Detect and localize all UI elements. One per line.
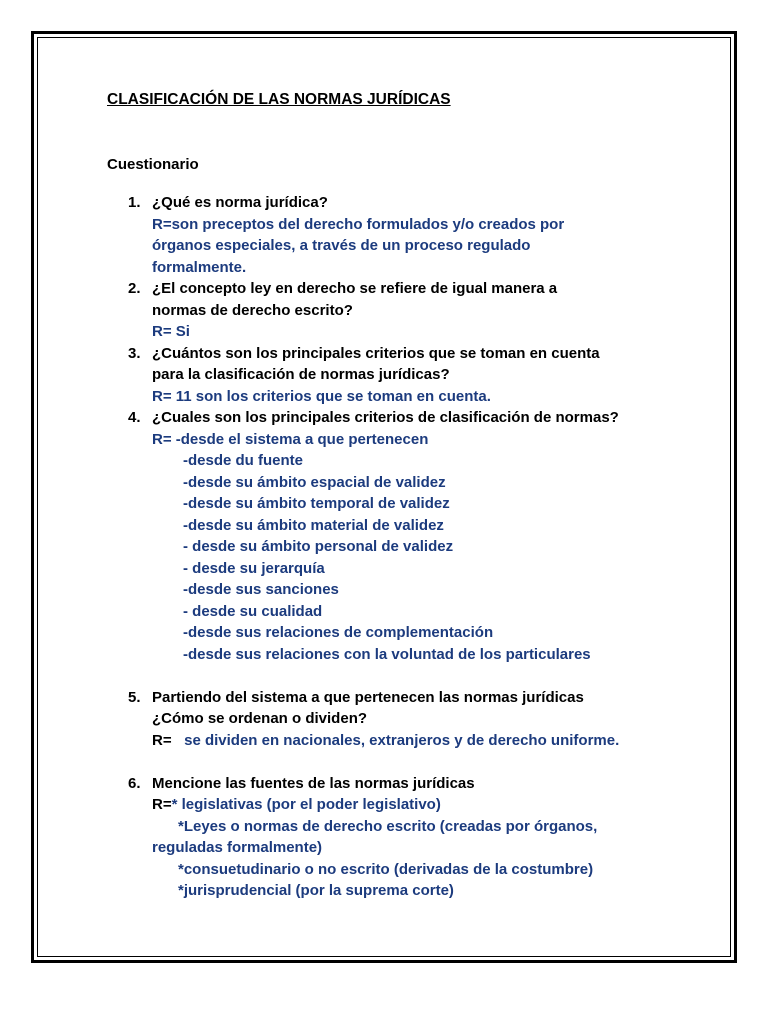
answer-list-item: *jurisprudencial (por la suprema corte) xyxy=(178,882,454,899)
answer-text: formalmente. xyxy=(152,258,247,276)
answer-text: órganos especiales, a través de un proceso regulado xyxy=(152,237,531,254)
question-number: 4. xyxy=(128,409,141,426)
answer-line xyxy=(152,794,690,816)
question-item xyxy=(110,687,690,752)
question-text: Partiendo del sistema a que pertenecen las normas jurídicas xyxy=(152,688,584,706)
question-item xyxy=(110,773,690,902)
question-item xyxy=(110,407,690,665)
question-text: ¿Cuales son los principales criterios de clasificación de normas? xyxy=(152,409,619,426)
answer-prefix: R= xyxy=(152,796,172,813)
question-text: ¿El concepto ley en derecho se refiere de igual manera a xyxy=(152,280,558,297)
question-number: 6. xyxy=(128,774,141,792)
question-number: 1. xyxy=(128,194,141,211)
section-heading: Cuestionario xyxy=(107,156,199,173)
question-text: ¿Qué es norma jurídica? xyxy=(152,194,328,211)
answer-list-item: -desde sus relaciones con la voluntad de los particulares xyxy=(183,645,591,663)
question-item xyxy=(110,343,690,408)
answer-list-item: - desde su jerarquía xyxy=(183,559,325,577)
answer-text: se dividen en nacionales, extranjeros y de derecho uniforme. xyxy=(184,731,620,749)
answer-list-item: - desde su ámbito personal de validez xyxy=(183,538,454,555)
answer-text: R= -desde el sistema a que pertenecen xyxy=(152,430,429,448)
answer-prefix: R= xyxy=(152,731,172,749)
answer-list-item: *consuetudinario o no escrito (derivadas de la costumbre) xyxy=(178,860,594,878)
answer-list-item: -desde su ámbito espacial de validez xyxy=(183,473,446,491)
question-text: ¿Cómo se ordenan o dividen? xyxy=(152,710,368,727)
answer-text: * legislativas (por el poder legislativo) xyxy=(171,796,441,813)
question-text: Mencione las fuentes de las normas jurídicas xyxy=(152,774,475,792)
question-number: 2. xyxy=(128,280,141,297)
answer-list-item: *Leyes o normas de derecho escrito (creadas por órganos, xyxy=(178,817,598,835)
answer-list-item: -desde su ámbito temporal de validez xyxy=(183,495,450,512)
question-item xyxy=(110,278,690,343)
answer-list-item: -desde su ámbito material de validez xyxy=(183,516,444,534)
answer-text: R=son preceptos del derecho formulados y/o creados por xyxy=(152,215,565,233)
question-text: ¿Cuántos son los principales criterios que se toman en cuenta xyxy=(152,344,600,362)
question-list xyxy=(110,192,690,902)
question-item xyxy=(110,192,690,278)
answer-list-item: -desde du fuente xyxy=(183,452,304,469)
question-number: 5. xyxy=(128,688,141,706)
answer-list-item: -desde sus sanciones xyxy=(183,581,339,598)
question-text: normas de derecho escrito? xyxy=(152,301,353,319)
answer-line xyxy=(152,730,690,752)
answer-list-item: - desde su cualidad xyxy=(183,602,323,620)
answer-text: R= Si xyxy=(152,323,190,340)
question-number: 3. xyxy=(128,344,141,362)
answer-list-item-continued: reguladas formalmente) xyxy=(152,839,323,856)
answer-text: R= 11 son los criterios que se toman en cuenta. xyxy=(152,387,491,405)
page-title: CLASIFICACIÓN DE LAS NORMAS JURÍDICAS xyxy=(107,91,451,108)
answer-list-item: -desde sus relaciones de complementación xyxy=(183,624,494,641)
question-text: para la clasificación de normas jurídicas? xyxy=(152,366,450,383)
